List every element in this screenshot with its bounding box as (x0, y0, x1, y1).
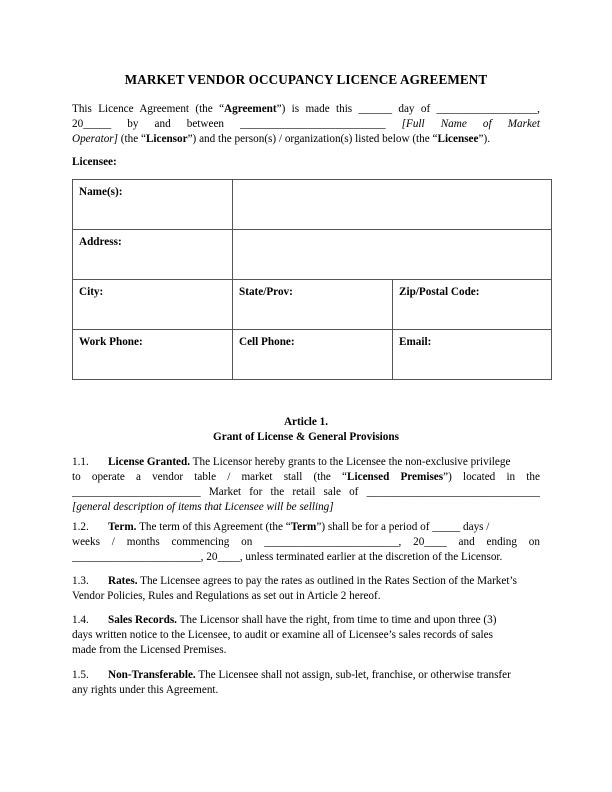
section-1-5: 1.5. Non-Transferable. The Licensee shall not assign, sub-let, franchise, or otherwise transfer any rights under this Agreement. (72, 669, 511, 696)
document-title: MARKET VENDOR OCCUPANCY LICENCE AGREEMENT (124, 72, 488, 87)
table-row (73, 280, 552, 330)
email-cell[interactable]: Email: (393, 330, 552, 380)
section-1-2: 1.2. Term. The term of this Agreement (the “Term”) shall be for a period of _____ days / weeks / months commencing on ________________________, 20____ and ending on _______________________, 20____, unless terminated earlier at the discretion of the Licensor. (72, 521, 540, 563)
licensee-info-table (72, 179, 552, 380)
address-input-cell[interactable] (233, 230, 552, 280)
address-label-cell: Address: (73, 230, 233, 280)
section-title: Sales Records. (108, 614, 177, 626)
licensee-label: Licensee: (72, 156, 117, 168)
article-number: Article 1. (283, 416, 329, 428)
section-number: 1.5. (72, 669, 89, 681)
table-row (73, 330, 552, 380)
section-number: 1.4. (72, 614, 89, 626)
section-title: Non-Transferable. (108, 669, 196, 681)
section-1-4: 1.4. Sales Records. The Licensor shall have the right, from time to time and upon three (3) days written notice to the Licensee, to audit or examine all of Licensee’s sales records of sales made from the Licensed Premises. (72, 614, 497, 656)
intro-line-1: This Licence Agreement (the “Agreement”) is made this ______ day of __________________, (72, 103, 540, 115)
section-title: Rates. (108, 575, 138, 587)
section-1-3: 1.3. Rates. The Licensee agrees to pay the rates as outlined in the Rates Section of the Market’s Vendor Policies, Rules and Regulations as set out in Article 2 hereof. (72, 575, 517, 602)
intro-paragraph (72, 102, 540, 147)
state-prov-cell[interactable]: State/Prov: (233, 280, 393, 330)
city-cell[interactable]: City: (73, 280, 233, 330)
zip-postal-code-cell[interactable]: Zip/Postal Code: (393, 280, 552, 330)
section-title: Term. (108, 521, 137, 533)
intro-line-2: 20_____ by and between __________________________ [Full Name of Market (72, 118, 540, 130)
article-heading (0, 415, 612, 445)
intro-line-3: Operator] (the “Licensor”) and the person(s) / organization(s) listed below (the “Licensee”). (72, 133, 490, 145)
cell-phone-cell[interactable]: Cell Phone: (233, 330, 393, 380)
section-number: 1.2. (72, 521, 89, 533)
table-row (73, 230, 552, 280)
section-number: 1.3. (72, 575, 89, 587)
table-row (73, 180, 552, 230)
section-title: License Granted. (108, 456, 191, 468)
article-title: Grant of License & General Provisions (213, 431, 399, 443)
name-input-cell[interactable] (233, 180, 552, 230)
name-label-cell: Name(s): (73, 180, 233, 230)
section-1-1: 1.1. License Granted. The Licensor hereby grants to the Licensee the non-exclusive privilege to operate a vendor table / market stall (the “Licensed Premises”) located in the _______________________ Market for the retail sale of _______________________________ [general description of items that Licensee will be selling] (72, 456, 540, 513)
section-number: 1.1. (72, 456, 89, 468)
work-phone-cell[interactable]: Work Phone: (73, 330, 233, 380)
